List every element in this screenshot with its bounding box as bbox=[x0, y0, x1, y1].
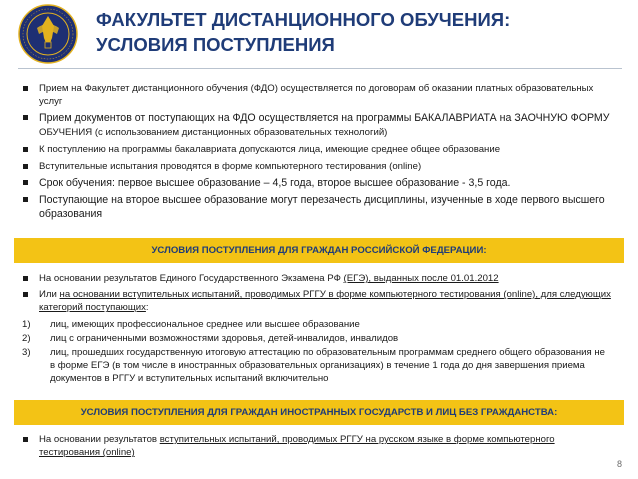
bullet-icon bbox=[23, 437, 28, 442]
numbered-item bbox=[22, 332, 612, 345]
list-item bbox=[22, 433, 612, 459]
rf-section-banner: УСЛОВИЯ ПОСТУПЛЕНИЯ ДЛЯ ГРАЖДАН РОССИЙСКОЙ ФЕДЕРАЦИИ: bbox=[14, 238, 624, 263]
intro-item-text: Прием на Факультет дистанционного обучения (ФДО) осуществляется по договорам об оказании платных образовательных услуг bbox=[39, 83, 594, 108]
foreign-item-text: На основании результатов bbox=[39, 434, 160, 445]
rf-item-text: На основании результатов Единого Государственного Экзамена РФ bbox=[39, 273, 344, 284]
list-item bbox=[22, 111, 612, 140]
page-title bbox=[96, 7, 510, 57]
intro-item-text: Поступающие на второе высшее образование могут перезачесть дисциплины, изученные в ходе первого высшего образования bbox=[39, 193, 605, 220]
title-line-2: УСЛОВИЯ ПОСТУПЛЕНИЯ bbox=[96, 34, 335, 55]
item-number: 2) bbox=[22, 332, 31, 344]
foreign-list bbox=[22, 433, 612, 462]
numbered-item bbox=[22, 318, 612, 331]
rf-item-text: Или bbox=[39, 289, 60, 301]
numbered-item-text: лиц с ограниченными возможностями здоровья, детей-инвалидов, инвалидов bbox=[50, 332, 399, 344]
list-item bbox=[22, 193, 612, 221]
intro-list bbox=[22, 82, 612, 224]
intro-item-text-cont: ОБУЧЕНИЯ (с использованием дистанционных образовательных технологий) bbox=[39, 127, 388, 139]
list-item bbox=[22, 272, 612, 285]
bullet-icon bbox=[23, 276, 28, 281]
numbered-item-text: лиц, прошедших государственную итоговую аттестацию по образовательным программам среднего общего образования не в форме ЕГЭ (в том числе в иностранных образовательных организациях) в течение 1 года до дня завершения приема документов в РГГУ и вступительных испытаний включительно bbox=[50, 347, 605, 385]
ege-link[interactable]: (ЕГЭ), выданных после 01.01.2012 bbox=[343, 273, 499, 284]
foreign-exams-link[interactable]: вступительных испытаний, проводимых РГГУ на русском языке в форме компьютерного тестирования (online) bbox=[39, 434, 555, 459]
rf-list bbox=[22, 272, 612, 387]
page-number: 8 bbox=[616, 459, 622, 469]
item-number: 1) bbox=[22, 318, 31, 330]
entrance-exams-link[interactable]: на основании вступительных испытаний, проводимых РГГУ в форме компьютерного тестирования (online), для следующих категорий поступающих bbox=[39, 289, 611, 314]
list-item bbox=[22, 176, 612, 190]
university-seal-icon bbox=[18, 4, 78, 64]
list-item bbox=[22, 143, 612, 156]
title-line-1: ФАКУЛЬТЕТ ДИСТАНЦИОННОГО ОБУЧЕНИЯ: bbox=[96, 9, 511, 30]
rf-item-suffix: : bbox=[145, 302, 149, 314]
item-number: 3) bbox=[22, 347, 31, 359]
bullet-icon bbox=[23, 164, 28, 169]
intro-item-text: Прием документов от поступающих на ФДО осуществляется на программы БАКАЛАВРИАТА на ЗАОЧНУЮ ФОРМУ bbox=[39, 112, 610, 125]
list-item bbox=[22, 288, 612, 314]
bullet-icon bbox=[23, 292, 28, 297]
bullet-icon bbox=[23, 147, 28, 152]
bullet-icon bbox=[23, 197, 28, 202]
intro-item-text: К поступлению на программы бакалавриата допускаются лица, имеющие среднее общее образование bbox=[39, 144, 501, 156]
university-logo bbox=[18, 4, 78, 64]
title-divider bbox=[18, 68, 622, 69]
list-item bbox=[22, 82, 612, 108]
bullet-icon bbox=[23, 115, 28, 120]
numbered-item-text: лиц, имеющих профессиональное среднее или высшее образование bbox=[50, 318, 360, 330]
list-item bbox=[22, 160, 612, 173]
bullet-icon bbox=[23, 86, 28, 91]
foreign-section-banner: УСЛОВИЯ ПОСТУПЛЕНИЯ ДЛЯ ГРАЖДАН ИНОСТРАННЫХ ГОСУДАРСТВ И ЛИЦ БЕЗ ГРАЖДАНСТВА: bbox=[14, 400, 624, 425]
numbered-item bbox=[22, 346, 612, 386]
bullet-icon bbox=[23, 180, 28, 185]
intro-item-text: Вступительные испытания проводятся в форме компьютерного тестирования (online) bbox=[39, 160, 422, 172]
intro-item-text: Срок обучения: первое высшее образование – 4,5 года, второе высшее образование - 3,5 года. bbox=[39, 176, 511, 189]
